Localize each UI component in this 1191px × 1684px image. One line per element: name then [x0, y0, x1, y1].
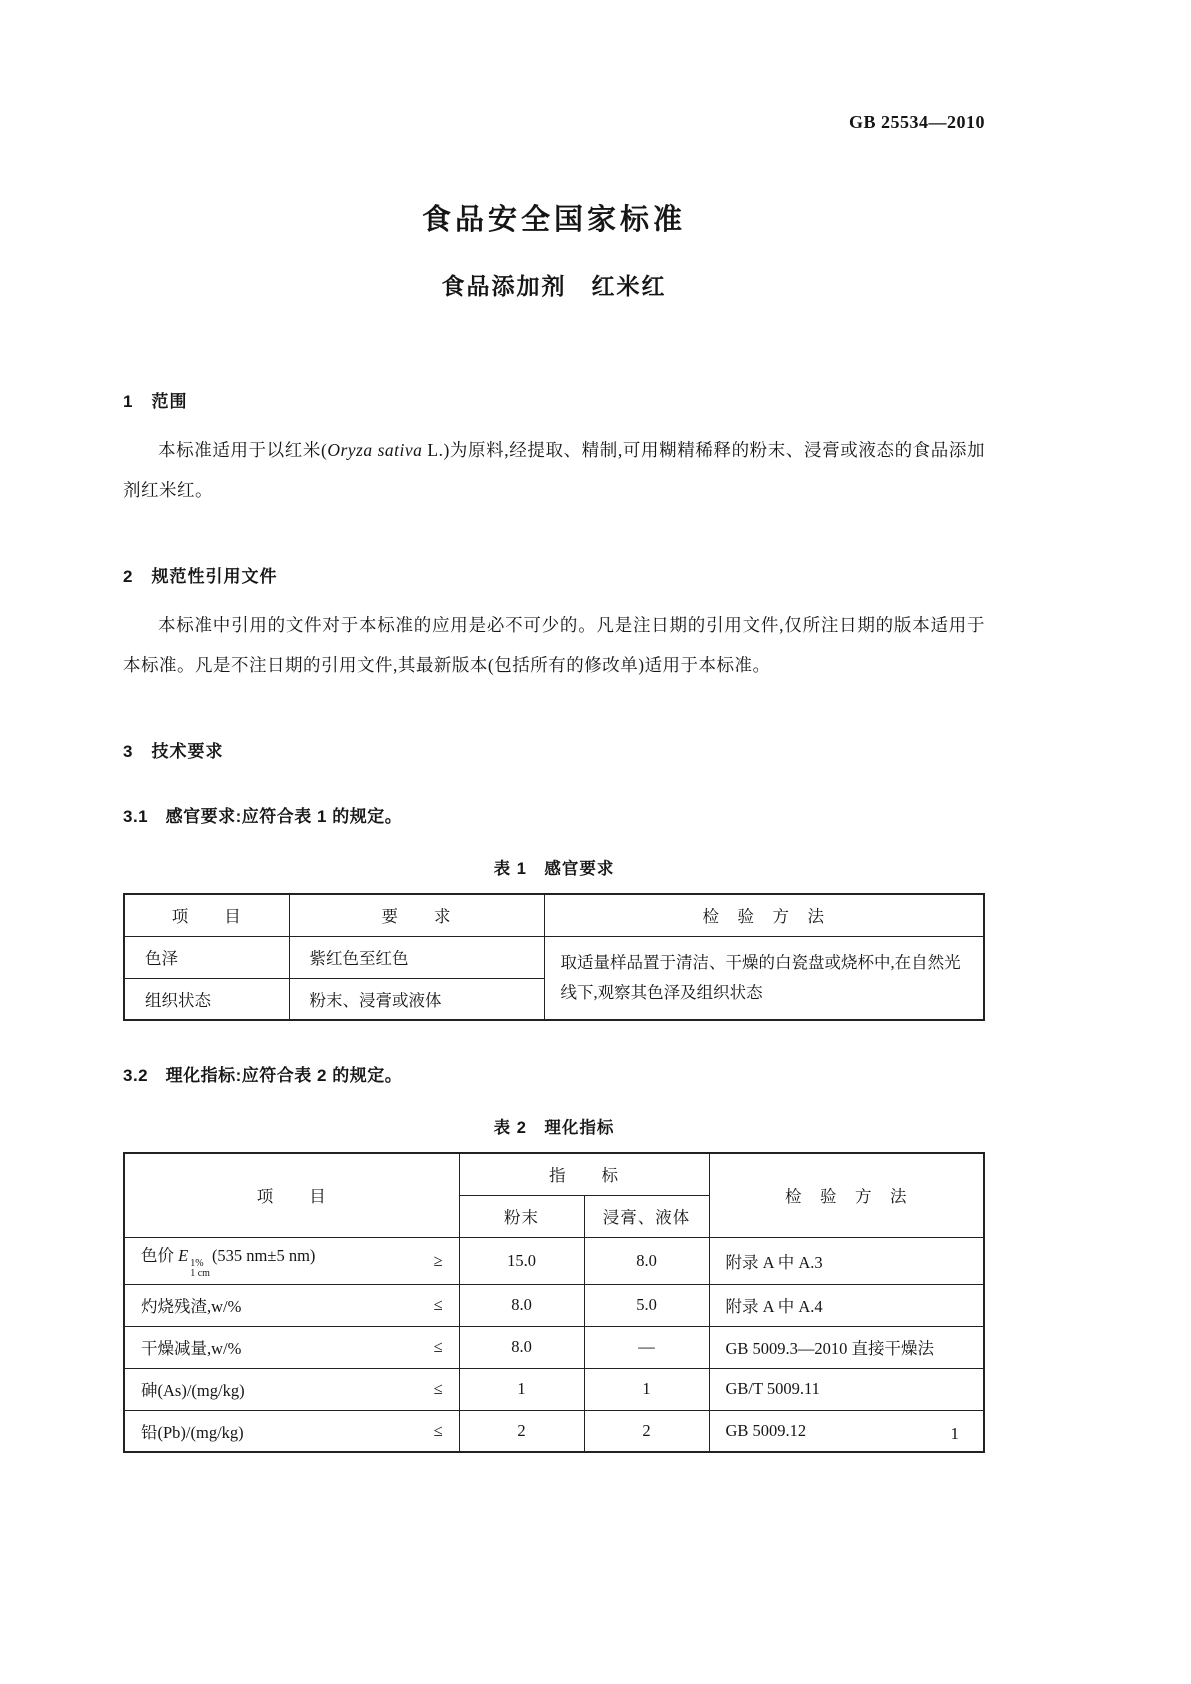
table2-row-arsenic [124, 1368, 984, 1410]
section-references-paragraph: 本标准中引用的文件对于本标准的应用是必不可少的。凡是注日期的引用文件,仅所注日期的版本适用于本标准。凡是不注日期的引用文件,其最新版本(包括所有的修改单)适用于本标准。 [123, 615, 985, 675]
document-title: 食品安全国家标准 [421, 204, 686, 236]
section-scope-paragraph [123, 430, 985, 510]
table1-header-method: 检 验 方 法 [544, 894, 984, 936]
table2-cell-item-color-value [124, 1237, 459, 1284]
table2-header-row-1 [124, 1153, 984, 1195]
table2-cell-method-2: GB 5009.3—2010 直接干燥法 [709, 1326, 984, 1368]
table2-cell-paste-2: — [584, 1326, 709, 1368]
table2-row-drying-loss [124, 1326, 984, 1368]
color-value-e-symbol: E [178, 1245, 189, 1265]
table1-cell-req-texture: 粉末、浸膏或液体 [289, 978, 544, 1020]
table2-header-indicator: 指 标 [459, 1153, 709, 1195]
lte-symbol: ≤ [433, 1379, 443, 1398]
table2-subheader-powder: 粉末 [459, 1195, 584, 1237]
table2-cell-powder-0: 15.0 [459, 1237, 584, 1284]
table2-cell-method-4: GB 5009.12 [709, 1410, 984, 1452]
table2-cell-paste-3: 1 [584, 1368, 709, 1410]
color-value-subscript: 1 cm [190, 1268, 210, 1279]
table2-physicochemical-indicators [123, 1152, 985, 1453]
table1-cell-method: 取适量样品置于清洁、干燥的白瓷盘或烧杯中,在自然光线下,观察其色泽及组织状态 [544, 936, 984, 1020]
table2-caption: 表 2 理化指标 [493, 1119, 615, 1137]
scope-text-suffix: L.)为原料,经提取、精制,可用糊精稀释的粉末、浸膏或液态的食品添加剂红米红。 [123, 440, 986, 500]
lte-symbol: ≤ [433, 1295, 443, 1314]
table1-header-item: 项 目 [124, 894, 289, 936]
color-value-superscript: 1% [190, 1257, 204, 1269]
table2-row-ash [124, 1284, 984, 1326]
table1-cell-req-color: 紫红色至红色 [289, 936, 544, 978]
table2-cell-method-1: 附录 A 中 A.4 [709, 1284, 984, 1326]
table2-header-item: 项 目 [124, 1153, 459, 1237]
table2-cell-method-3: GB/T 5009.11 [709, 1368, 984, 1410]
table2-subheader-paste: 浸膏、液体 [584, 1195, 709, 1237]
color-value-wavelength: (535 nm±5 nm) [211, 1245, 316, 1265]
table2-cell-powder-1: 8.0 [459, 1284, 584, 1326]
table2-cell-paste-0: 8.0 [584, 1237, 709, 1284]
scope-text-prefix: 本标准适用于以红米( [158, 440, 328, 460]
arsenic-label: 砷(As)/(mg/kg) [141, 1381, 245, 1400]
table2-cell-paste-1: 5.0 [584, 1284, 709, 1326]
lead-label: 铅(Pb)/(mg/kg) [141, 1422, 244, 1442]
color-value-label [141, 1242, 315, 1280]
color-value-scripts [190, 1259, 210, 1280]
lte-symbol: ≤ [433, 1420, 443, 1440]
page-number: 1 [950, 1424, 959, 1443]
table1-row-color [124, 936, 984, 978]
document-subtitle: 食品添加剂 红米红 [441, 273, 667, 299]
section-scope-heading: 1 范围 [123, 392, 188, 411]
table2-cell-method-0: 附录 A 中 A.3 [709, 1237, 984, 1284]
table1-caption: 表 1 感官要求 [493, 860, 615, 878]
standard-number: GB 25534—2010 [848, 112, 985, 132]
table1-header-row [124, 894, 984, 936]
table2-cell-item-lead [124, 1410, 459, 1452]
subsection-3-2: 3.2 理化指标:应符合表 2 的规定。 [123, 1066, 403, 1085]
scope-latin-name: Oryza sativa [327, 440, 423, 460]
table1-sensory-requirements [123, 893, 985, 1021]
table1-cell-item-color: 色泽 [124, 936, 289, 978]
table2-cell-powder-2: 8.0 [459, 1326, 584, 1368]
gte-symbol: ≥ [433, 1250, 443, 1270]
table1-header-requirement: 要 求 [289, 894, 544, 936]
subsection-3-1: 3.1 感官要求:应符合表 1 的规定。 [123, 807, 403, 826]
table2-cell-powder-4: 2 [459, 1410, 584, 1452]
table2-cell-item-ash [124, 1284, 459, 1326]
table2-row-color-value [124, 1237, 984, 1284]
table1-cell-item-texture: 组织状态 [124, 978, 289, 1020]
table2-row-lead [124, 1410, 984, 1452]
table2-cell-item-drying-loss [124, 1326, 459, 1368]
table2-cell-powder-3: 1 [459, 1368, 584, 1410]
table2-cell-item-arsenic [124, 1368, 459, 1410]
section-technical-heading: 3 技术要求 [123, 742, 224, 761]
table2-header-method: 检 验 方 法 [709, 1153, 984, 1237]
color-value-prefix: 色价 [141, 1245, 179, 1265]
ash-label: 灼烧残渣,w/% [141, 1297, 242, 1316]
drying-loss-label: 干燥减量,w/% [141, 1339, 242, 1358]
section-references-heading: 2 规范性引用文件 [123, 567, 278, 586]
table2-cell-paste-4: 2 [584, 1410, 709, 1452]
lte-symbol: ≤ [433, 1337, 443, 1356]
